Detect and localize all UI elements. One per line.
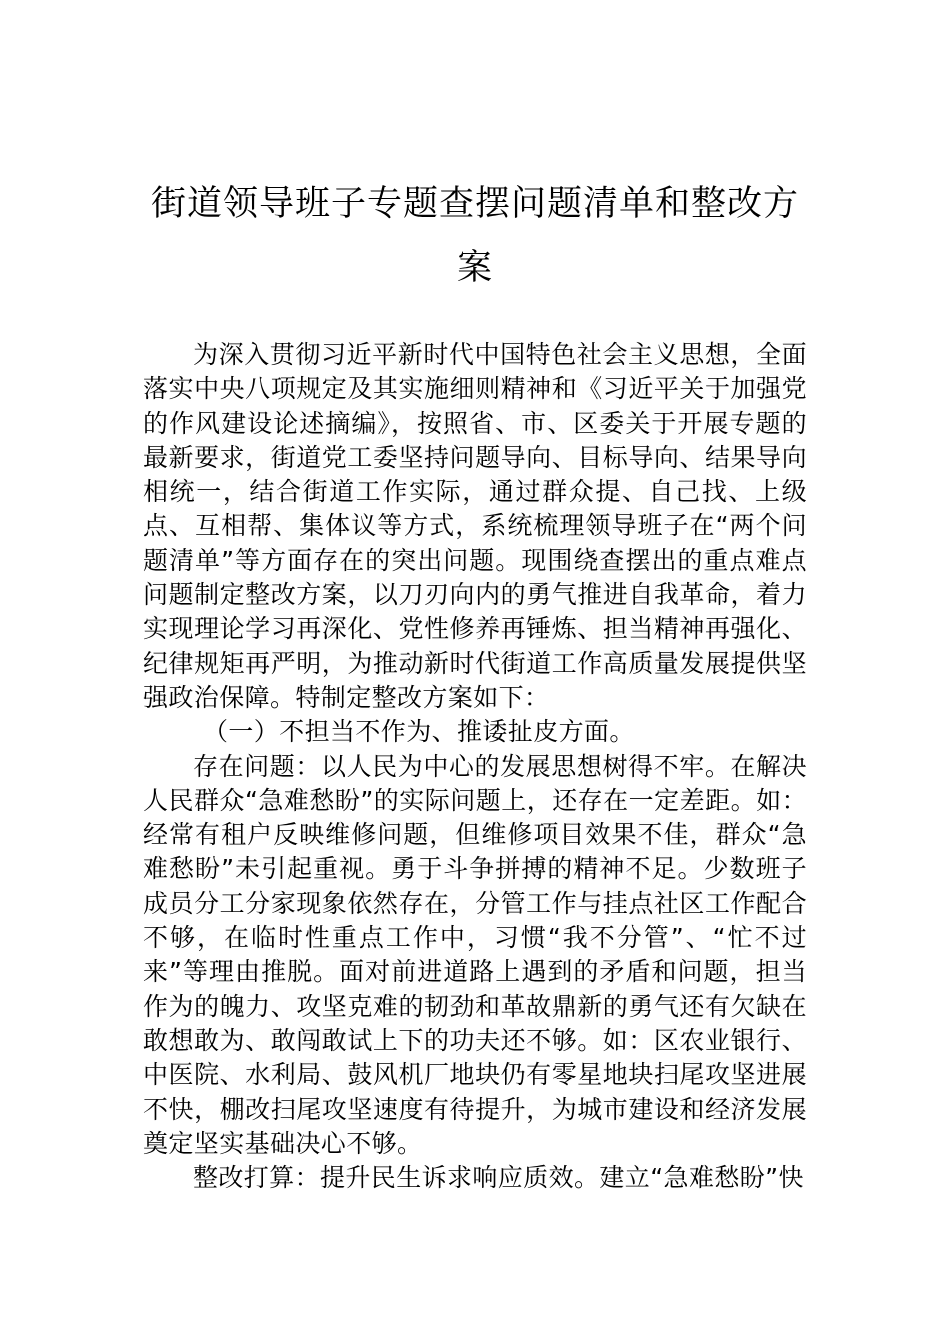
rectification-paragraph: 整改打算：提升民生诉求响应质效。建立“急难愁盼”快: [193, 1163, 804, 1193]
intro-paragraph: 为深入贯彻习近平新时代中国特色社会主义思想，全面落实中央八项规定及其实施细则精神和《习近平关于加强党的作风建设论述摘编》，按照省、市、区委关于开展专题的最新要求，街道党工委坚持问题导向、目标导向、结果导向相统一，结合街道工作实际，通过群众提、自己找、上级点、互相帮、集体议等方式，系统梳理领导班子在“两个问题清单”等方面存在的突出问题。现围绕查摆出的重点难点问题制定整改方案，以刀刃向内的勇气推进自我革命，着力实现理论学习再深化、党性修养再锤炼、担当精神再强化、纪律规矩再严明，为推动新时代街道工作高质量发展提供坚强政治保障。特制定整改方案如下：: [143, 340, 807, 712]
document-body: [143, 338, 807, 1195]
document-title: 街道领导班子专题查摆问题清单和整改方案: [150, 184, 799, 288]
section-heading: （一）不担当不作为、推诿扯皮方面。: [203, 717, 635, 747]
problems-paragraph: 存在问题：以人民为中心的发展思想树得不牢。在解决人民群众“急难愁盼”的实际问题上，还存在一定差距。如：经常有租户反映维修问题，但维修项目效果不佳，群众“急难愁盼”未引起重视。勇于斗争拼搏的精神不足。少数班子成员分工分家现象依然存在，分管工作与挂点社区工作配合不够，在临时性重点工作中，习惯“我不分管”、“忙不过来”等理由推脱。面对前进道路上遇到的矛盾和问题，担当作为的魄力、攻坚克难的韧劲和革故鼎新的勇气还有欠缺在敢想敢为、敢闯敢试上下的功夫还不够。如：区农业银行、中医院、水利局、鼓风机厂地块仍有零星地块扫尾攻坚进展不快，棚改扫尾攻坚速度有待提升，为城市建设和经济发展奠定坚实基础决心不够。: [143, 751, 807, 1158]
